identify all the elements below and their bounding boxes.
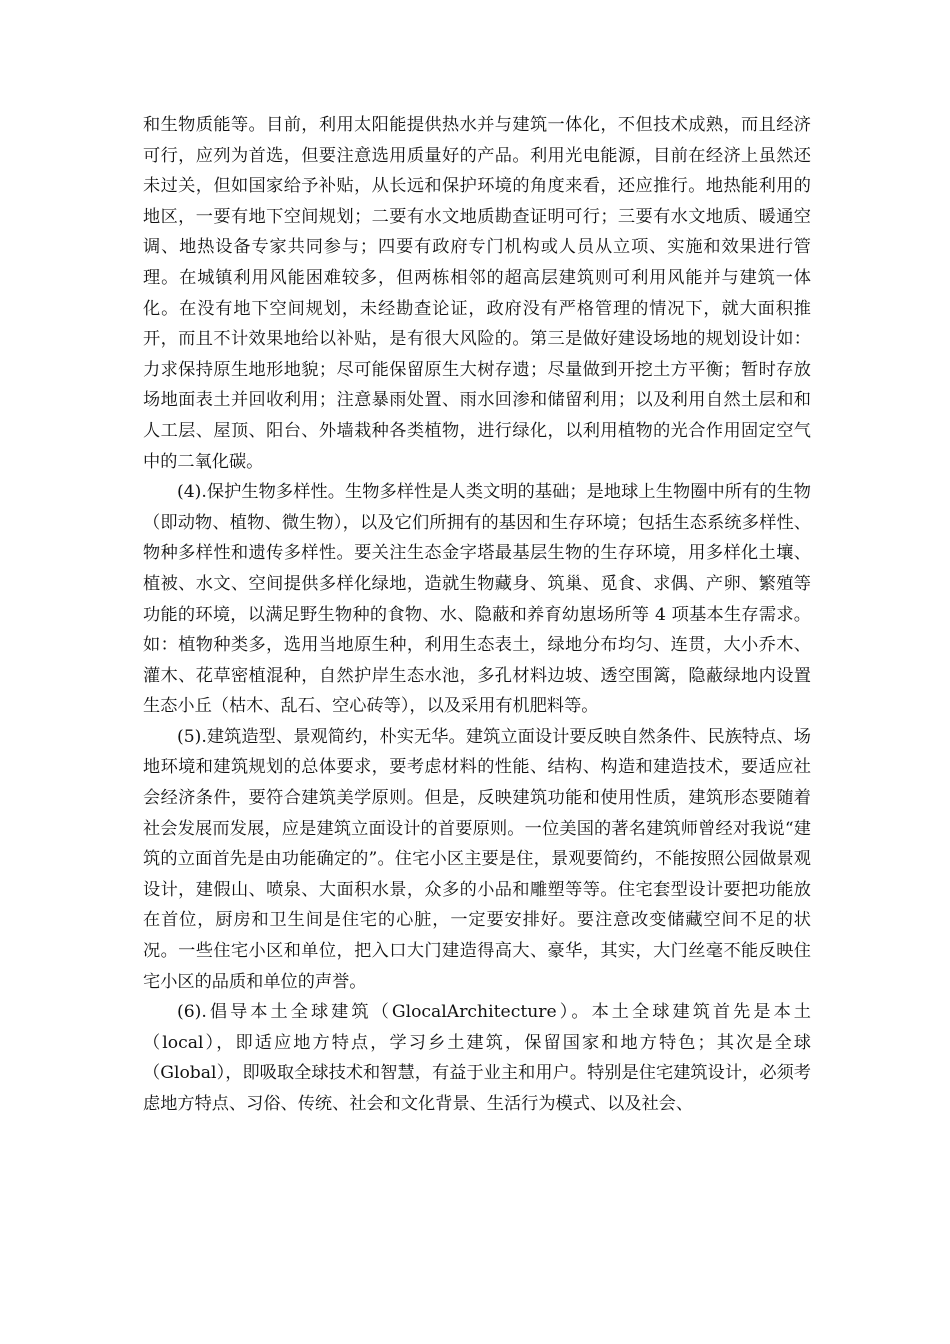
document-page — [143, 110, 811, 1120]
paragraph-architectural-form: (5).建筑造型、景观简约，朴实无华。建筑立面设计要反映自然条件、民族特点、场地环境和建筑规划的总体要求，要考虑材料的性能、结构、构造和建造技术，要适应社会经济条件，要符合建筑美学原则。但是，反映建筑功能和使用性质，建筑形态要随着社会发展而发展，应是建筑立面设计的首要原则。一位美国的著名建筑师曾经对我说“建筑的立面首先是由功能确定的”。住宅小区主要是住，景观要简约，不能按照公园做景观设计，建假山、喷泉、大面积水景，众多的小品和雕塑等等。住宅套型设计要把功能放在首位，厨房和卫生间是住宅的心脏，一定要安排好。要注意改变储藏空间不足的状况。一些住宅小区和单位，把入口大门建造得高大、豪华，其实，大门丝毫不能反映住宅小区的品质和单位的声誉。 — [143, 726, 811, 992]
paragraph-continued: 和生物质能等。目前，利用太阳能提供热水并与建筑一体化，不但技术成熟，而且经济可行，应列为首选，但要注意选用质量好的产品。利用光电能源，目前在经济上虽然还未过关，但如国家给予补贴，从长远和保护环境的角度来看，还应推行。地热能利用的地区，一要有地下空间规划；二要有水文地质勘查证明可行；三要有水文地质、暖通空调、地热设备专家共同参与；四要有政府专门机构或人员从立项、实施和效果进行管理。在城镇利用风能困难较多，但两栋相邻的超高层建筑则可利用风能并与建筑一体化。在没有地下空间规划，未经勘查论证，政府没有严格管理的情况下，就大面积推开，而且不计效果地给以补贴，是有很大风险的。第三是做好建设场地的规划设计如：力求保持原生地形地貌；尽可能保留原生大树存遗；尽量做到开挖土方平衡；暂时存放场地面表土并回收利用；注意暴雨处置、雨水回渗和储留利用；以及利用自然土层和和人工层、屋顶、阳台、外墙栽种各类植物，进行绿化，以利用植物的光合作用固定空气中的二氧化碳。 — [143, 115, 811, 472]
paragraph-glocal-architecture: (6).倡导本土全球建筑（GlocalArchitecture）。本土全球建筑首先是本土（local），即适应地方特点，学习乡土建筑，保留国家和地方特色；其次是全球（Global），即吸取全球技术和智慧，有益于业主和用户。特别是住宅建筑设计，必须考虑地方特点、习俗、传统、社会和文化背景、生活行为模式、以及社会、 — [143, 1002, 811, 1114]
paragraph-biodiversity: (4).保护生物多样性。生物多样性是人类文明的基础；是地球上生物圈中所有的生物（即动物、植物、微生物），以及它们所拥有的基因和生存环境；包括生态系统多样性、物种多样性和遗传多样性。要关注生态金字塔最基层生物的生存环境，用多样化土壤、植被、水文、空间提供多样化绿地，造就生物藏身、筑巢、觅食、求偶、产卵、繁殖等功能的环境，以满足野生物种的食物、水、隐蔽和养育幼崽场所等 4 项基本生存需求。如：植物种类多，选用当地原生种，利用生态表土，绿地分布均匀、连贯，大小乔木、灌木、花草密植混种，自然护岸生态水池，多孔材料边坡、透空围篱，隐蔽绿地内设置生态小丘（枯木、乱石、空心砖等），以及采用有机肥料等。 — [143, 482, 811, 717]
